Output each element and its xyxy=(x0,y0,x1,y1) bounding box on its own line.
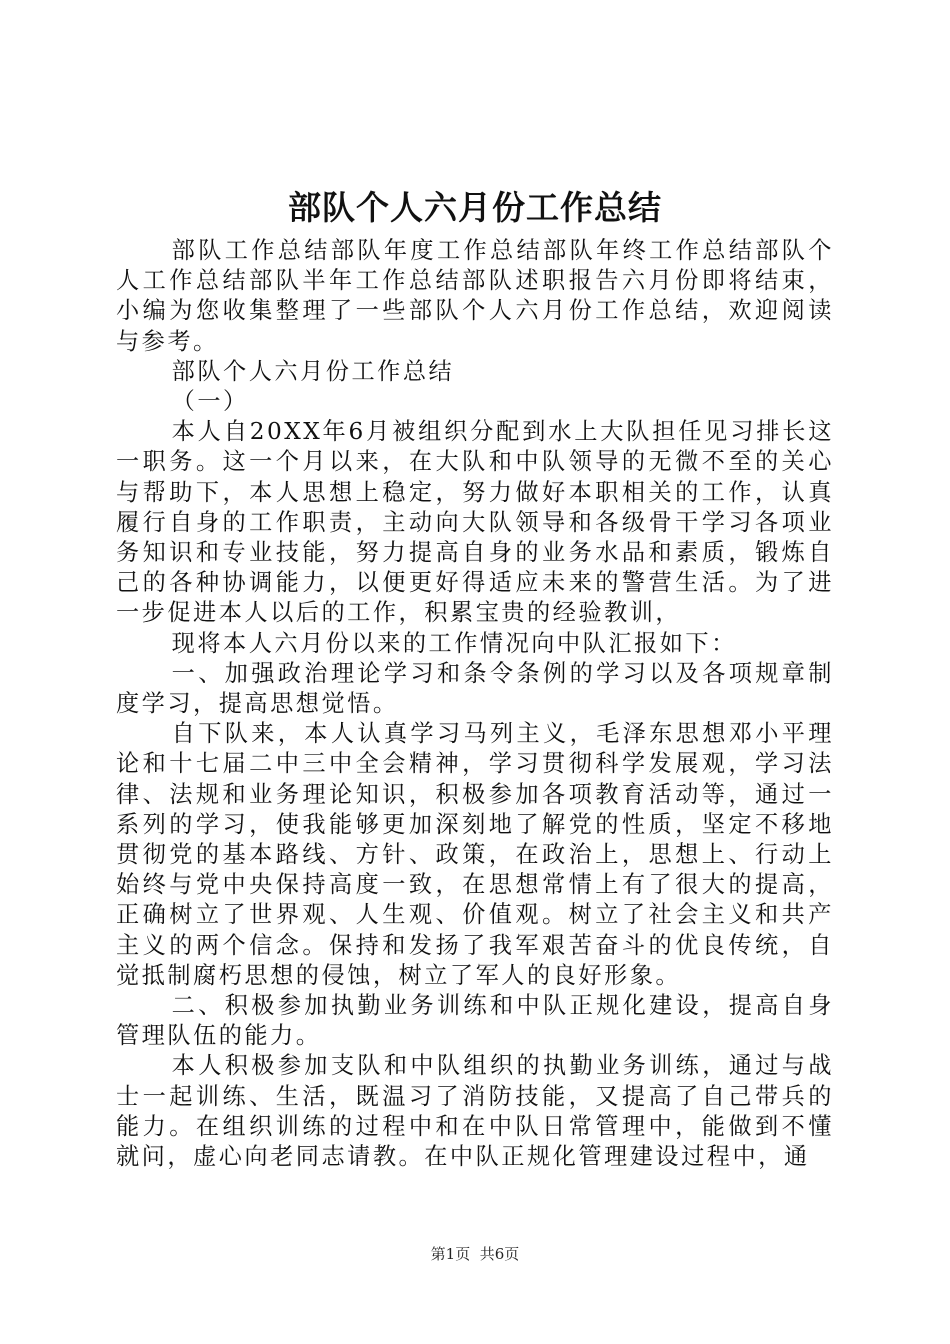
paragraph-section-marker: （一） xyxy=(171,388,249,416)
document-body xyxy=(116,236,834,1172)
paragraph-heading-two: 二、积极参加执勤业务训练和中队正规化建设，提高自身管理队伍的能力。 xyxy=(116,992,834,1050)
document-title: 部队个人六月份工作总结 xyxy=(288,188,662,227)
page-number: 第1页 xyxy=(430,1245,471,1263)
page-total: 共6页 xyxy=(479,1245,520,1263)
paragraph-self-introduction: 本人自20XX年6月被组织分配到水上大队担任见习排长这一职务。这一个月以来，在大队和中队领导的无微不至的关心与帮助下，本人思想上稳定，努力做好本职相关的工作，认真履行自身的工作职责，主动向大队领导和各级骨干学习各项业务知识和专业技能，努力提高自身的业务水品和素质，锻炼自己的各种协调能力，以便更好得适应未来的警营生活。为了进一步促进本人以后的工作，积累宝贵的经验教训， xyxy=(116,418,834,627)
paragraph-political-study: 自下队来，本人认真学习马列主义，毛泽东思想邓小平理论和十七届二中三中全会精神，学习贯彻科学发展观，学习法律、法规和业务理论知识，积极参加各项教育活动等，通过一系列的学习，使我能够更加深刻地了解党的性质，坚定不移地贯彻党的基本路线、方针、政策，在政治上，思想上、行动上始终与党中央保持高度一致，在思想常情上有了很大的提高，正确树立了世界观、人生观、价值观。树立了社会主义和共产主义的两个信念。保持和发扬了我军艰苦奋斗的优良传统，自觉抵制腐朽思想的侵蚀，树立了军人的良好形象。 xyxy=(116,720,834,989)
paragraph-training: 本人积极参加支队和中队组织的执勤业务训练，通过与战士一起训练、生活，既温习了消防技能，又提高了自己带兵的能力。在组织训练的过程中和在中队日常管理中，能做到不懂就问，虚心向老同志请教。在中队正规化管理建设过程中，通 xyxy=(116,1052,834,1171)
paragraph-report-lead: 现将本人六月份以来的工作情况向中队汇报如下： xyxy=(171,629,737,657)
paragraph-subtitle: 部队个人六月份工作总结 xyxy=(171,357,455,385)
paragraph-heading-one: 一、加强政治理论学习和条令条例的学习以及各项规章制度学习，提高思想觉悟。 xyxy=(116,659,834,718)
paragraph-intro: 部队工作总结部队年度工作总结部队年终工作总结部队个人工作总结部队半年工作总结部队述职报告六月份即将结束，小编为您收集整理了一些部队个人六月份工作总结，欢迎阅读与参考。 xyxy=(116,237,834,355)
page-footer xyxy=(0,1244,950,1264)
